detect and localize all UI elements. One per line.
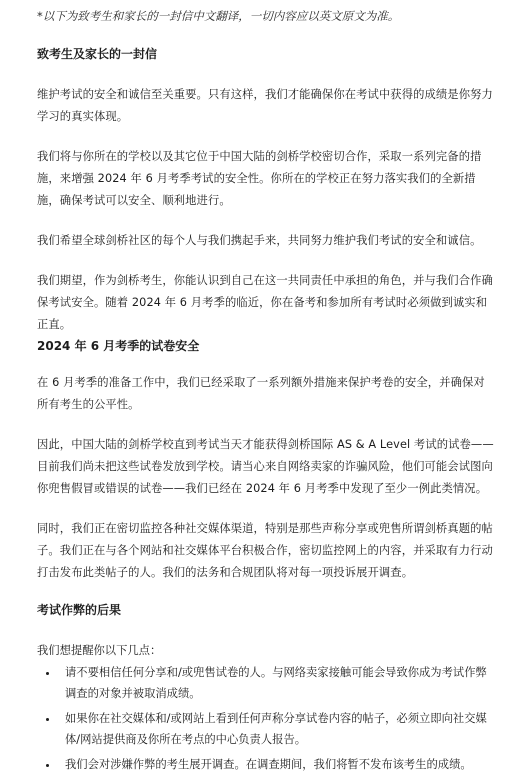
list-item: • 如果你在社交媒体和/或网站上看到任何声称分享试卷内容的帖子，必须立即向社交媒体/网站提供商及你所在考点的中心负责人报告。 — [59, 708, 494, 750]
paragraph: 我们将与你所在的学校以及其它位于中国大陆的剑桥学校密切合作，采取一系列完备的措施，来增强 2024 年 6 月考季考试的安全性。你所在的学校正在努力落实我们的全新措施，确保考试可以安全、顺利地进行。 — [37, 150, 482, 207]
reminder-lead: 我们想提醒你以下几点： — [37, 644, 162, 657]
paragraph: 因此，中国大陆的剑桥学校直到考试当天才能获得剑桥国际 AS & A Level 考试的试卷——目前我们尚未把这些试卷发放到学校。请当心来自网络卖家的诈骗风险，他们可能会试图向你兜售假冒或错误的试卷——我们已经在 2024 年 6 月考季中发现了至少一例此类情况。 — [37, 438, 494, 495]
letter-title: 致考生及家长的一封信 — [37, 47, 158, 61]
paragraph: 维护考试的安全和诚信至关重要。只有这样，我们才能确保你在考试中获得的成绩是你努力学习的真实体现。 — [37, 88, 493, 123]
section-heading-security: 2024 年 6 月考季的试卷安全 — [37, 339, 200, 353]
translation-note: *以下为致考生和家长的一封信中文翻译，一切内容应以英文原文为准。 — [37, 9, 400, 23]
list-item: • 请不要相信任何分享和/或兜售试卷的人。与网络卖家接触可能会导致你成为考试作弊调查的对象并被取消成绩。 — [59, 662, 494, 704]
list-item: • 我们会对涉嫌作弊的考生展开调查。在调查期间，我们将暂不发布该考生的成绩。 — [59, 754, 494, 775]
paragraph: 我们希望全球剑桥社区的每个人与我们携起手来，共同努力维护我们考试的安全和诚信。 — [37, 234, 482, 247]
paragraph: 同时，我们正在密切监控各种社交媒体渠道，特别是那些声称分享或兜售所谓剑桥真题的帖子。我们正在与各个网站和社交媒体平台积极合作，密切监控网上的内容，并采取有力行动打击发布此类帖子的人。我们的法务和合规团队将对每一项投诉展开调查。 — [37, 522, 493, 579]
reminder-list — [37, 662, 494, 775]
paragraph: 在 6 月考季的准备工作中，我们已经采取了一系列额外措施来保护考卷的安全，并确保对所有考生的公平性。 — [37, 376, 485, 411]
section-heading-consequences: 考试作弊的后果 — [37, 603, 122, 617]
paragraph: 我们期望，作为剑桥考生，你能认识到自己在这一共同责任中承担的角色，并与我们合作确保考试安全。随着 2024 年 6 月考季的临近，你在备考和参加所有考试时必须做到诚实和正直。 — [37, 274, 493, 331]
